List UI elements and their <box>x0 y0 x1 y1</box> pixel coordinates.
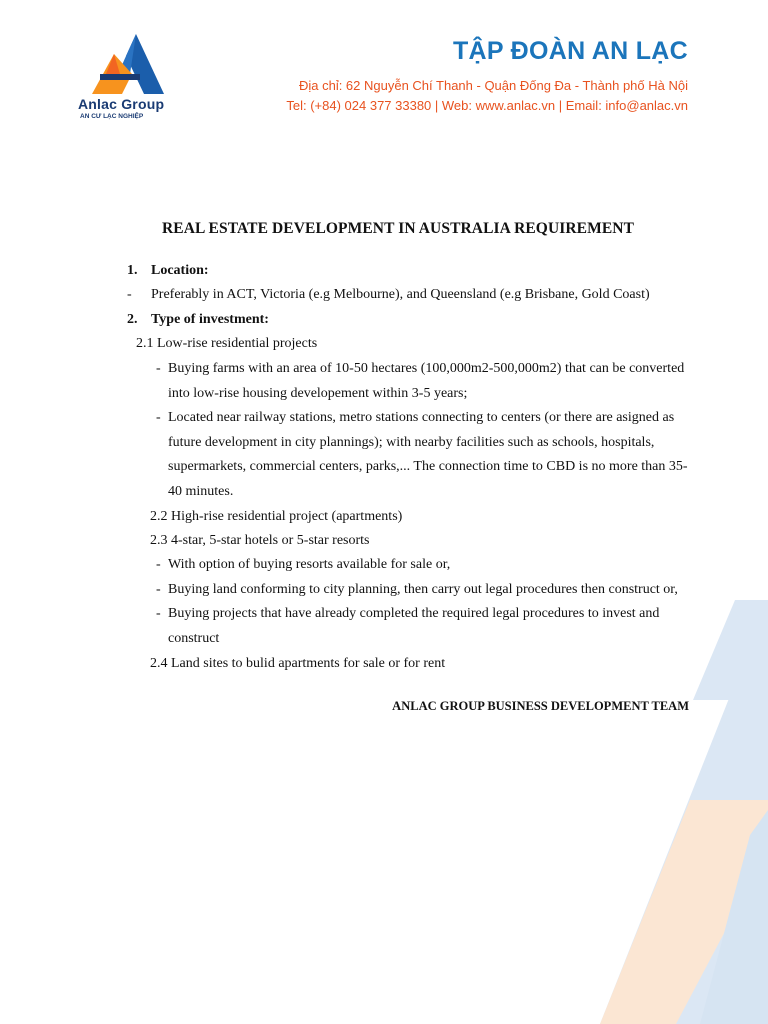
company-contact: Tel: (+84) 024 377 33380 | Web: www.anlac.vn | Email: info@anlac.vn <box>286 98 688 113</box>
section-1-text: Preferably in ACT, Victoria (e.g Melbourne), and Queensland (e.g Brisbane, Gold Coast) <box>151 287 650 302</box>
subsection-2-2: 2.2 High-rise residential project (apartments) <box>150 509 403 524</box>
bullet-text: construct <box>168 631 220 646</box>
document-title: REAL ESTATE DEVELOPMENT IN AUSTRALIA REQUIREMENT <box>161 220 635 237</box>
company-address: Địa chỉ: 62 Nguyễn Chí Thanh - Quận Đống Đa - Thành phố Hà Nội <box>298 78 688 93</box>
bullet-dash: - <box>156 582 161 597</box>
bullet-dash: - <box>156 410 161 425</box>
section-1-dash: - <box>127 287 132 302</box>
bullet-text: Buying land conforming to city planning, then carry out legal procedures then construct or, <box>168 582 678 597</box>
section-2-number: 2. <box>127 312 138 327</box>
bullet-text: With option of buying resorts available for sale or, <box>168 557 451 572</box>
section-1-heading: Location: <box>151 263 209 278</box>
bullet-text: supermarkets, commercial centers, parks,... The connection time to CBD is no more than 35- <box>168 459 688 474</box>
logo-slogan: AN CƯ LẠC NGHIỆP <box>80 113 144 120</box>
bullet-text: Buying projects that have already completed the required legal procedures to invest and <box>168 606 660 621</box>
bullet-text: future development in city plannings); with nearby facilities such as schools, hospitals, <box>168 435 655 450</box>
subsection-2-4: 2.4 Land sites to bulid apartments for sale or for rent <box>150 656 446 671</box>
bullet-dash: - <box>156 557 161 572</box>
logo-name: Anlac Group <box>78 96 165 112</box>
bullet-text: Buying farms with an area of 10-50 hectares (100,000m2-500,000m2) that can be converted <box>168 361 685 376</box>
bullet-text: Located near railway stations, metro stations connecting to centers (or there are asigned as <box>168 410 675 425</box>
section-2-heading: Type of investment: <box>151 312 269 327</box>
subsection-2-1: 2.1 Low-rise residential projects <box>136 336 318 351</box>
bullet-dash: - <box>156 361 161 376</box>
subsection-2-3: 2.3 4-star, 5-star hotels or 5-star resorts <box>150 533 370 548</box>
bullet-text: 40 minutes. <box>168 484 234 499</box>
section-1-number: 1. <box>127 263 138 278</box>
signature-line: ANLAC GROUP BUSINESS DEVELOPMENT TEAM <box>392 699 689 713</box>
company-name: TẬP ĐOÀN AN LẠC <box>452 37 688 65</box>
bullet-text: into low-rise housing developement within 3-5 years; <box>168 386 468 401</box>
bullet-dash: - <box>156 606 161 621</box>
